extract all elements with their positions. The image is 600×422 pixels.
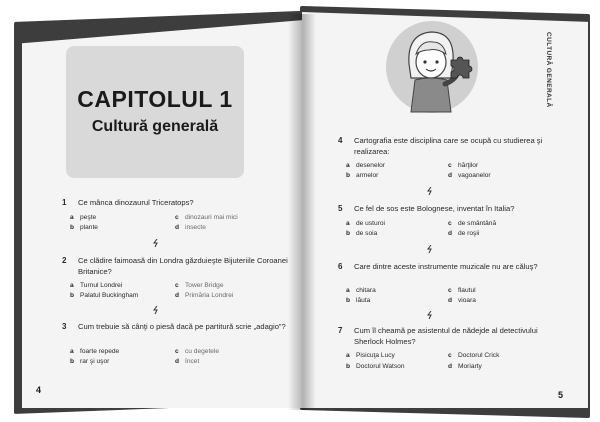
question-number: 1 [62, 198, 67, 207]
option-c: c Tower Bridge [175, 282, 224, 289]
option-d: d încet [175, 358, 200, 365]
option-d: d vagoanelor [448, 172, 491, 179]
separator-icon [426, 245, 434, 253]
option-c: c Doctorul Crick [448, 352, 500, 359]
book-gutter [288, 14, 316, 410]
chapter-header [66, 46, 244, 178]
question-text: Ce mânca dinozaurul Triceratops? [78, 198, 194, 207]
question-number: 7 [338, 326, 343, 335]
option-b: b de soia [346, 230, 378, 237]
option-d: d vioara [448, 297, 476, 304]
question-number: 5 [338, 204, 343, 213]
running-head: CULTURĂ GENERALĂ [545, 32, 552, 108]
option-b: b Doctorul Watson [346, 363, 405, 370]
option-b: b armelor [346, 172, 379, 179]
option-a: a peşte [70, 214, 97, 221]
page-number-right: 5 [558, 390, 564, 400]
question-text: Cartografia este disciplina care se ocupă cu studierea şi realizarea: [354, 136, 543, 156]
option-b: b lăuta [346, 297, 371, 304]
separator-icon [152, 239, 160, 247]
question-number: 2 [62, 256, 67, 265]
option-c: c cu degetele [175, 348, 220, 355]
question-number: 3 [62, 322, 67, 331]
separator-icon [426, 187, 434, 195]
chapter-subtitle: Cultură generală [91, 118, 219, 135]
chapter-title: CAPITOLUL 1 [77, 86, 233, 112]
page-number-left: 4 [36, 385, 42, 395]
option-a: a Turnul Londrei [70, 282, 123, 289]
option-d: d insecte [175, 224, 206, 231]
option-c: c de smântână [448, 220, 497, 227]
question-number: 6 [338, 262, 343, 271]
option-a: a Pisicuţa Lucy [346, 352, 395, 359]
option-c: c hărţilor [448, 162, 479, 169]
option-d: d de roşii [448, 230, 480, 237]
question-text: Cum trebuie să cânţi o piesă dacă pe partitură scrie „adagio”? [78, 322, 286, 331]
separator-icon [152, 306, 160, 314]
question-number: 4 [338, 136, 343, 145]
girl-with-puzzle-icon [385, 20, 479, 114]
option-c: c flautul [448, 287, 476, 294]
option-d: d Moriarty [448, 363, 482, 370]
option-a: a de usturoi [346, 220, 385, 227]
question-text: Cum îl cheamă pe asistentul de nădejde al detectivului Sherlock Holmes? [354, 326, 538, 346]
option-a: a desenelor [346, 162, 385, 169]
option-b: b Palatul Buckingham [70, 292, 139, 299]
option-d: d Primăria Londrei [175, 292, 234, 299]
option-b: b rar şi uşor [70, 358, 110, 365]
question-text: Ce clădire faimoasă din Londra găzduieşte Bijuteriile Coroanei Britanice? [78, 256, 288, 276]
option-a: a chitara [346, 287, 376, 294]
question-text: Ce fel de sos este Bolognese, inventat în Italia? [354, 204, 515, 213]
option-b: b plante [70, 224, 98, 231]
question-text: Care dintre aceste instrumente muzicale nu are căluş? [354, 262, 538, 271]
option-a: a foarte repede [70, 348, 120, 355]
separator-icon [426, 311, 434, 319]
option-c: c dinozauri mai mici [175, 214, 238, 221]
